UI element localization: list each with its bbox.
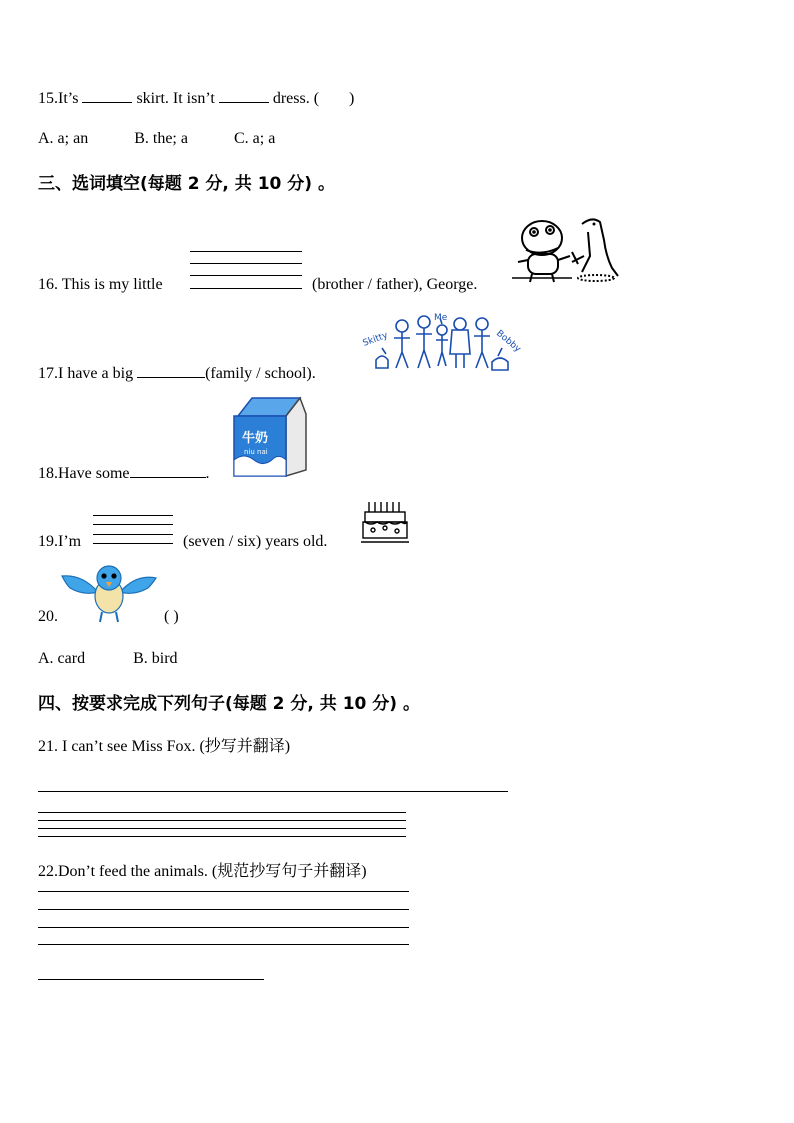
q22-answer-line-2[interactable] — [38, 909, 409, 910]
q22-answer-line-1[interactable] — [38, 891, 409, 892]
milk-label-chinese: 牛奶 — [242, 431, 269, 446]
q18-line — [38, 463, 210, 483]
q19-prefix: 19.I’m — [38, 533, 82, 550]
q15-part2: skirt. It isn’t — [136, 90, 215, 107]
q19-answer-line-2[interactable] — [93, 524, 173, 525]
section4-heading: 四、按要求完成下列句子(每题 2 分, 共 10 分) 。 — [38, 694, 420, 714]
family-label-bobby: Bobby — [494, 328, 522, 355]
q22-answer-line-4[interactable] — [38, 944, 409, 945]
q15-option-c[interactable]: C. a; a — [233, 130, 276, 147]
q21-answer-line-4[interactable] — [38, 828, 406, 829]
milk-carton-icon — [230, 394, 308, 480]
q17-blank[interactable] — [137, 363, 205, 378]
q22-answer-line-5[interactable] — [38, 979, 264, 980]
q22-text: 22.Don’t feed the animals. (规范抄写句子并翻译) — [38, 863, 367, 880]
section3-heading: 三、选词填空(每题 2 分, 共 10 分) 。 — [38, 174, 335, 194]
q21-answer-line-3[interactable] — [38, 820, 406, 821]
q16-suffix: (brother / father), George. — [312, 276, 478, 293]
q15-part4: ) — [349, 90, 355, 107]
q20-paren[interactable]: ( ) — [164, 608, 179, 625]
q16-answer-line-3[interactable] — [190, 275, 302, 276]
q19-answer-line-1[interactable] — [93, 515, 173, 516]
q16-prefix: 16. This is my little — [38, 276, 163, 293]
q15-part1: 15.It’s — [38, 90, 79, 107]
q20-options — [38, 650, 178, 668]
q17-prefix: 17.I have a big — [38, 365, 134, 382]
q16-answer-line-4[interactable] — [190, 288, 302, 289]
q22-answer-line-3[interactable] — [38, 927, 409, 928]
q15-blank-2[interactable] — [219, 88, 269, 103]
q18-prefix: 18.Have some — [38, 465, 130, 482]
q16-answer-line-1[interactable] — [190, 251, 302, 252]
q19-answer-line-4[interactable] — [93, 543, 173, 544]
q21-answer-line-1[interactable] — [38, 791, 508, 792]
q17-line — [38, 363, 316, 383]
q20-prefix: 20. — [38, 608, 58, 625]
q20-line — [38, 608, 179, 626]
q15-part3: dress. ( — [272, 90, 320, 107]
q20-option-a[interactable]: A. card — [38, 650, 86, 667]
q15-line — [38, 88, 354, 108]
q19-suffix: (seven / six) years old. — [183, 533, 328, 550]
q21-answer-line-2[interactable] — [38, 812, 406, 813]
birthday-cake-icon — [361, 498, 411, 546]
q16-answer-line-2[interactable] — [190, 263, 302, 264]
q21-text: 21. I can’t see Miss Fox. (抄写并翻译) — [38, 738, 291, 755]
q21-answer-line-5[interactable] — [38, 836, 406, 837]
q18-suffix: . — [205, 465, 210, 482]
q17-suffix: (family / school). — [205, 365, 316, 382]
q20-option-b[interactable]: B. bird — [133, 650, 178, 667]
q15-option-b[interactable]: B. the; a — [134, 130, 188, 147]
peppa-pig-drawing-icon — [512, 212, 624, 284]
q15-blank-1[interactable] — [82, 88, 132, 103]
family-label-me: Me — [434, 313, 448, 323]
q18-blank[interactable] — [130, 463, 206, 478]
q15-options — [38, 130, 275, 148]
milk-label-pinyin: niu nai — [244, 448, 268, 456]
q19-answer-line-3[interactable] — [93, 534, 173, 535]
q15-option-a[interactable]: A. a; an — [38, 130, 89, 147]
family-drawing-icon — [362, 312, 522, 376]
family-label-skitty: Skitty — [362, 330, 390, 349]
